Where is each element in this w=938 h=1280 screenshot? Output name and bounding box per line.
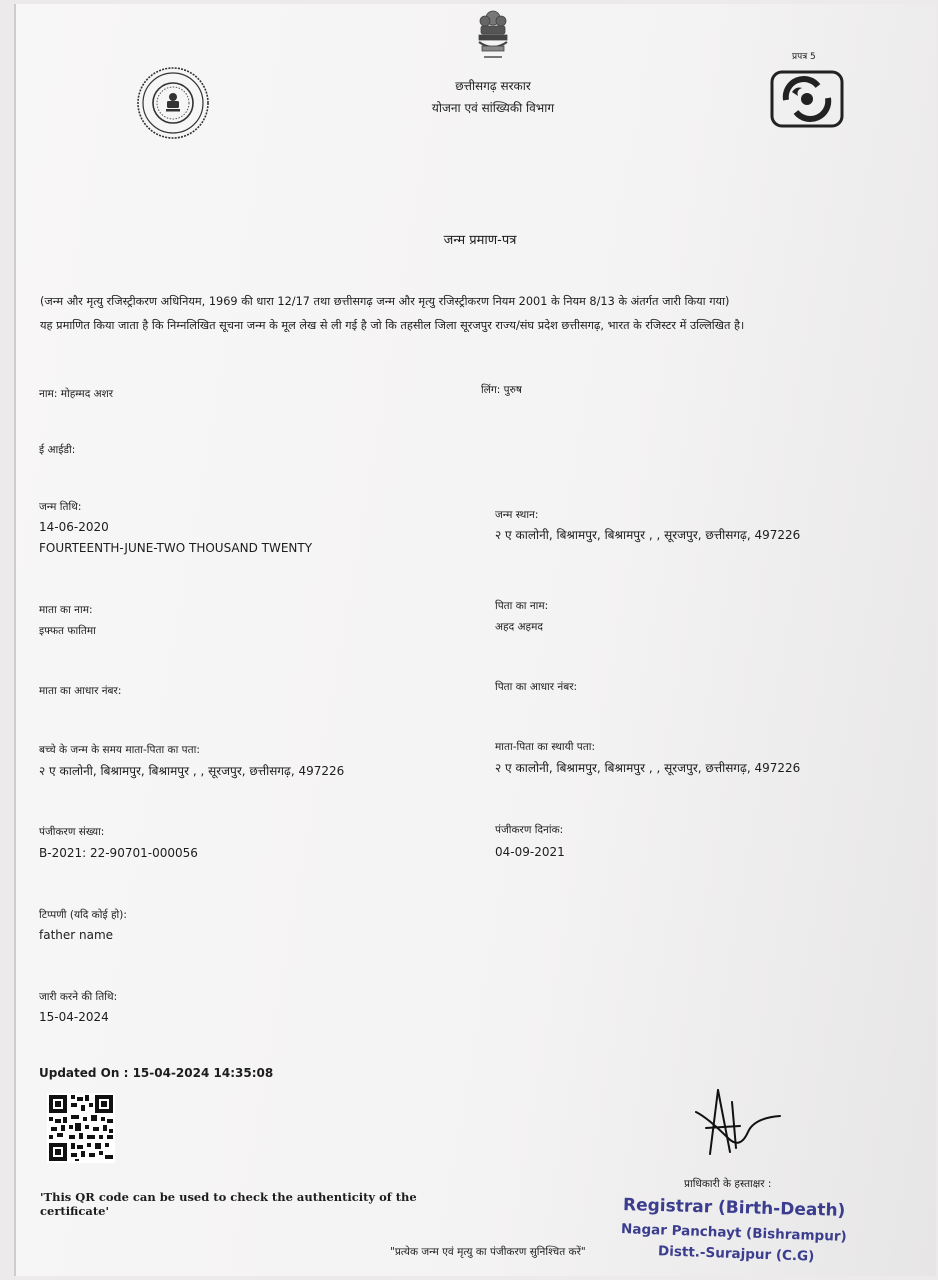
intro-act-line: (जन्म और मृत्यु रजिस्ट्रीकरण अधिनियम, 1969 की धारा 12/17 तथा छत्तीसगढ़ जन्म और मृत्यु रजिस्ट्रीकरण नियम 2001 के नियम 8/13 के अंतर्गत जारी किया गया): [40, 295, 730, 308]
father-name-label: पिता का नाम:: [495, 600, 549, 612]
crs-logo-icon: [770, 70, 844, 128]
registration-number-value: B-2021: 22-90701-000056: [39, 846, 198, 860]
father-name-value: अहद अहमद: [495, 621, 543, 633]
form-number: प्रपत्र 5: [792, 52, 816, 62]
certificate-title: जन्म प्रमाण-पत्र: [443, 233, 517, 248]
remark-label: टिप्पणी (यदि कोई हो):: [39, 909, 127, 921]
department-name: योजना एवं सांख्यिकी विभाग: [431, 101, 555, 115]
remark-value: father name: [39, 928, 114, 942]
government-name: छत्तीसगढ़ सरकार: [455, 79, 531, 93]
mother-name-value: इफ्फत फातिमा: [39, 625, 96, 637]
mother-name-label: माता का नाम:: [39, 604, 93, 616]
pob-label: जन्म स्थान:: [495, 509, 539, 521]
registration-date-value: 04-09-2021: [495, 845, 565, 859]
permanent-address-label: माता-पिता का स्थायी पता:: [495, 741, 595, 753]
updated-on: Updated On : 15-04-2024 14:35:08: [39, 1066, 274, 1080]
certificate-page: [14, 4, 936, 1276]
issue-date-label: जारी करने की तिथि:: [39, 991, 118, 1003]
registrar-stamp-line2: Nagar Panchayt (Bishrampur): [620, 1221, 847, 1245]
dob-words: FOURTEENTH-JUNE-TWO THOUSAND TWENTY: [39, 541, 313, 555]
child-gender: लिंग: पुरुष: [481, 384, 522, 396]
registrar-stamp-line3: Distt.-Surajpur (C.G): [657, 1243, 815, 1265]
registration-date-label: पंजीकरण दिनांक:: [495, 824, 564, 836]
eid-label: ई आईडी:: [39, 444, 76, 456]
dob-label: जन्म तिथि:: [39, 501, 82, 513]
child-name: नाम: मोहम्मद अशर: [39, 388, 114, 400]
birth-address-value: २ ए कालोनी, बिश्रामपुर, बिश्रामपुर , , सूरजपुर, छत्तीसगढ़, 497226: [39, 764, 345, 778]
birth-address-label: बच्चे के जन्म के समय माता-पिता का पता:: [39, 744, 200, 756]
registration-slogan: "प्रत्येक जन्म एवं मृत्यु का पंजीकरण सुनिश्चित करें": [390, 1246, 586, 1258]
qr-code: [47, 1093, 115, 1163]
intro-certify-line: यह प्रमाणित किया जाता है कि निम्नलिखित सूचना जन्म के मूल लेख से ली गई है जो कि तहसील जिला सूरजपुर राज्य/संघ प्रदेश छत्तीसगढ़, भारत के रजिस्टर में उल्लिखित है।: [40, 319, 745, 332]
registrar-stamp-line1: Registrar (Birth-Death): [622, 1195, 846, 1221]
dob-value: 14-06-2020: [39, 520, 109, 534]
permanent-address-value: २ ए कालोनी, बिश्रामपुर, बिश्रामपुर , , सूरजपुर, छत्तीसगढ़, 497226: [495, 761, 801, 775]
handwritten-signature: [688, 1082, 784, 1160]
mother-aadhaar-label: माता का आधार नंबर:: [39, 685, 122, 697]
state-seal-icon: [136, 66, 210, 140]
national-emblem-icon: [470, 8, 516, 62]
father-aadhaar-label: पिता का आधार नंबर:: [495, 681, 578, 693]
authority-signature-label: प्राधिकारी के हस्ताक्षर :: [684, 1178, 772, 1190]
qr-authenticity-note: 'This QR code can be used to check the authenticity of the certificate': [40, 1190, 417, 1218]
issue-date-value: 15-04-2024: [39, 1010, 109, 1024]
registration-number-label: पंजीकरण संख्या:: [39, 826, 105, 838]
pob-value: २ ए कालोनी, बिश्रामपुर, बिश्रामपुर , , सूरजपुर, छत्तीसगढ़, 497226: [495, 528, 801, 542]
